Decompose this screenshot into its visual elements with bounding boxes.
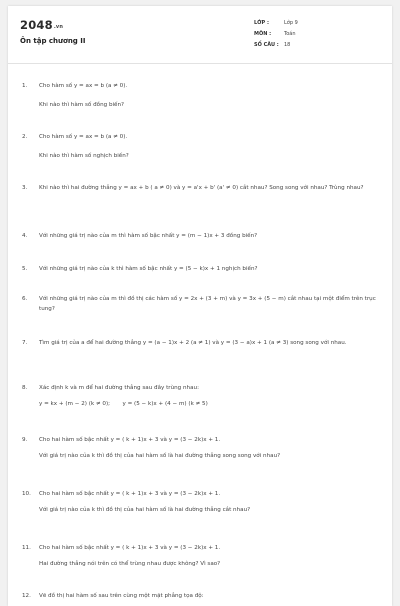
question-number: 8. [22, 385, 28, 391]
question-text: Cho hai hàm số bậc nhất y = ( k + 1)x + 3 và y = (3 − 2k)x + 1. [39, 545, 221, 551]
question-text: Với những giá trị nào của k thì hàm số bậc nhất y = (5 − k)x + 1 nghịch biến? [39, 266, 258, 272]
question-number: 2. [22, 134, 28, 140]
meta-row-count [254, 39, 298, 50]
question-item [22, 265, 382, 275]
question-item [22, 490, 382, 516]
meta-value: Toán [284, 30, 296, 37]
document-page [8, 6, 392, 606]
question-text: Với những giá trị nào của m thì hàm số bậc nhất y = (m − 1)x + 3 đồng biến? [39, 233, 258, 239]
meta-value: Lớp 9 [284, 19, 298, 26]
question-item [22, 384, 382, 410]
question-item [22, 339, 382, 349]
site-logo[interactable] [20, 18, 63, 32]
question-text: Khi nào thì hàm số đồng biến? [39, 101, 125, 108]
question-text: Với giá trị nào của k thì đồ thị của hai hàm số là hai đường thẳng cắt nhau? [39, 506, 251, 513]
question-item [22, 232, 382, 242]
page-title: Ôn tập chương II [20, 37, 86, 45]
question-item [22, 436, 382, 462]
document-meta [254, 17, 298, 50]
question-text: Xác định k và m để hai đường thẳng sau đây trùng nhau: [39, 385, 199, 391]
question-text: Cho hàm số y = ax = b (a ≠ 0). [39, 134, 128, 140]
question-text: Vẽ đồ thị hai hàm số sau trên cùng một mặt phẳng tọa độ: [39, 593, 204, 599]
meta-label: LỚP : [254, 19, 269, 26]
logo-suffix: .vn [53, 24, 64, 30]
question-text: Khi nào thì hai đường thẳng y = ax + b ( a ≠ 0) và y = a'x + b' (a' ≠ 0) cắt nhau? Song song với nhau? Trùng nhau? [39, 185, 364, 191]
question-number: 7. [22, 340, 28, 346]
question-item [22, 133, 382, 162]
question-item [22, 592, 382, 602]
question-number: 12. [22, 593, 31, 599]
question-number: 1. [22, 83, 28, 89]
document-header [8, 6, 392, 64]
question-number: 6. [22, 296, 28, 302]
question-text: Với giá trị nào của k thì đồ thị của hai hàm số là hai đường thẳng song song với nhau? [39, 452, 281, 459]
meta-label: SỐ CÂU : [254, 41, 279, 48]
question-text: Với những giá trị nào của m thì đồ thị các hàm số y = 2x + (3 + m) và y = 3x + (5 − m) cắt nhau tại một điểm trên trục tung? [39, 296, 376, 312]
question-item [22, 544, 382, 570]
question-item [22, 295, 382, 315]
question-number: 5. [22, 266, 28, 272]
question-number: 4. [22, 233, 28, 239]
question-number: 9. [22, 437, 28, 443]
question-text: Cho hai hàm số bậc nhất y = ( k + 1)x + 3 và y = (3 − 2k)x + 1. [39, 491, 221, 497]
question-text: y = kx + (m − 2) (k ≠ 0); y = (5 − k)x + (4 − m) (k ≠ 5) [39, 400, 208, 407]
question-text: Khi nào thì hàm số nghịch biến? [39, 152, 129, 159]
meta-row-subject [254, 28, 298, 39]
question-number: 11. [22, 545, 31, 551]
question-text: Cho hàm số y = ax = b (a ≠ 0). [39, 83, 128, 89]
question-item [22, 82, 382, 111]
meta-value: 18 [284, 41, 291, 48]
question-text: Tìm giá trị của a để hai đường thẳng y = (a − 1)x + 2 (a ≠ 1) và y = (3 − a)x + 1 (a ≠ 3) song song với nhau. [39, 340, 347, 346]
logo-text: 2048 [20, 18, 53, 32]
question-number: 10. [22, 491, 31, 497]
meta-row-class [254, 17, 298, 28]
question-number: 3. [22, 185, 28, 191]
question-item [22, 184, 382, 194]
question-text: Cho hai hàm số bậc nhất y = ( k + 1)x + 3 và y = (3 − 2k)x + 1. [39, 437, 221, 443]
meta-label: MÔN : [254, 30, 272, 37]
question-text: Hai đường thẳng nói trên có thể trùng nhau được không? Vì sao? [39, 560, 221, 567]
